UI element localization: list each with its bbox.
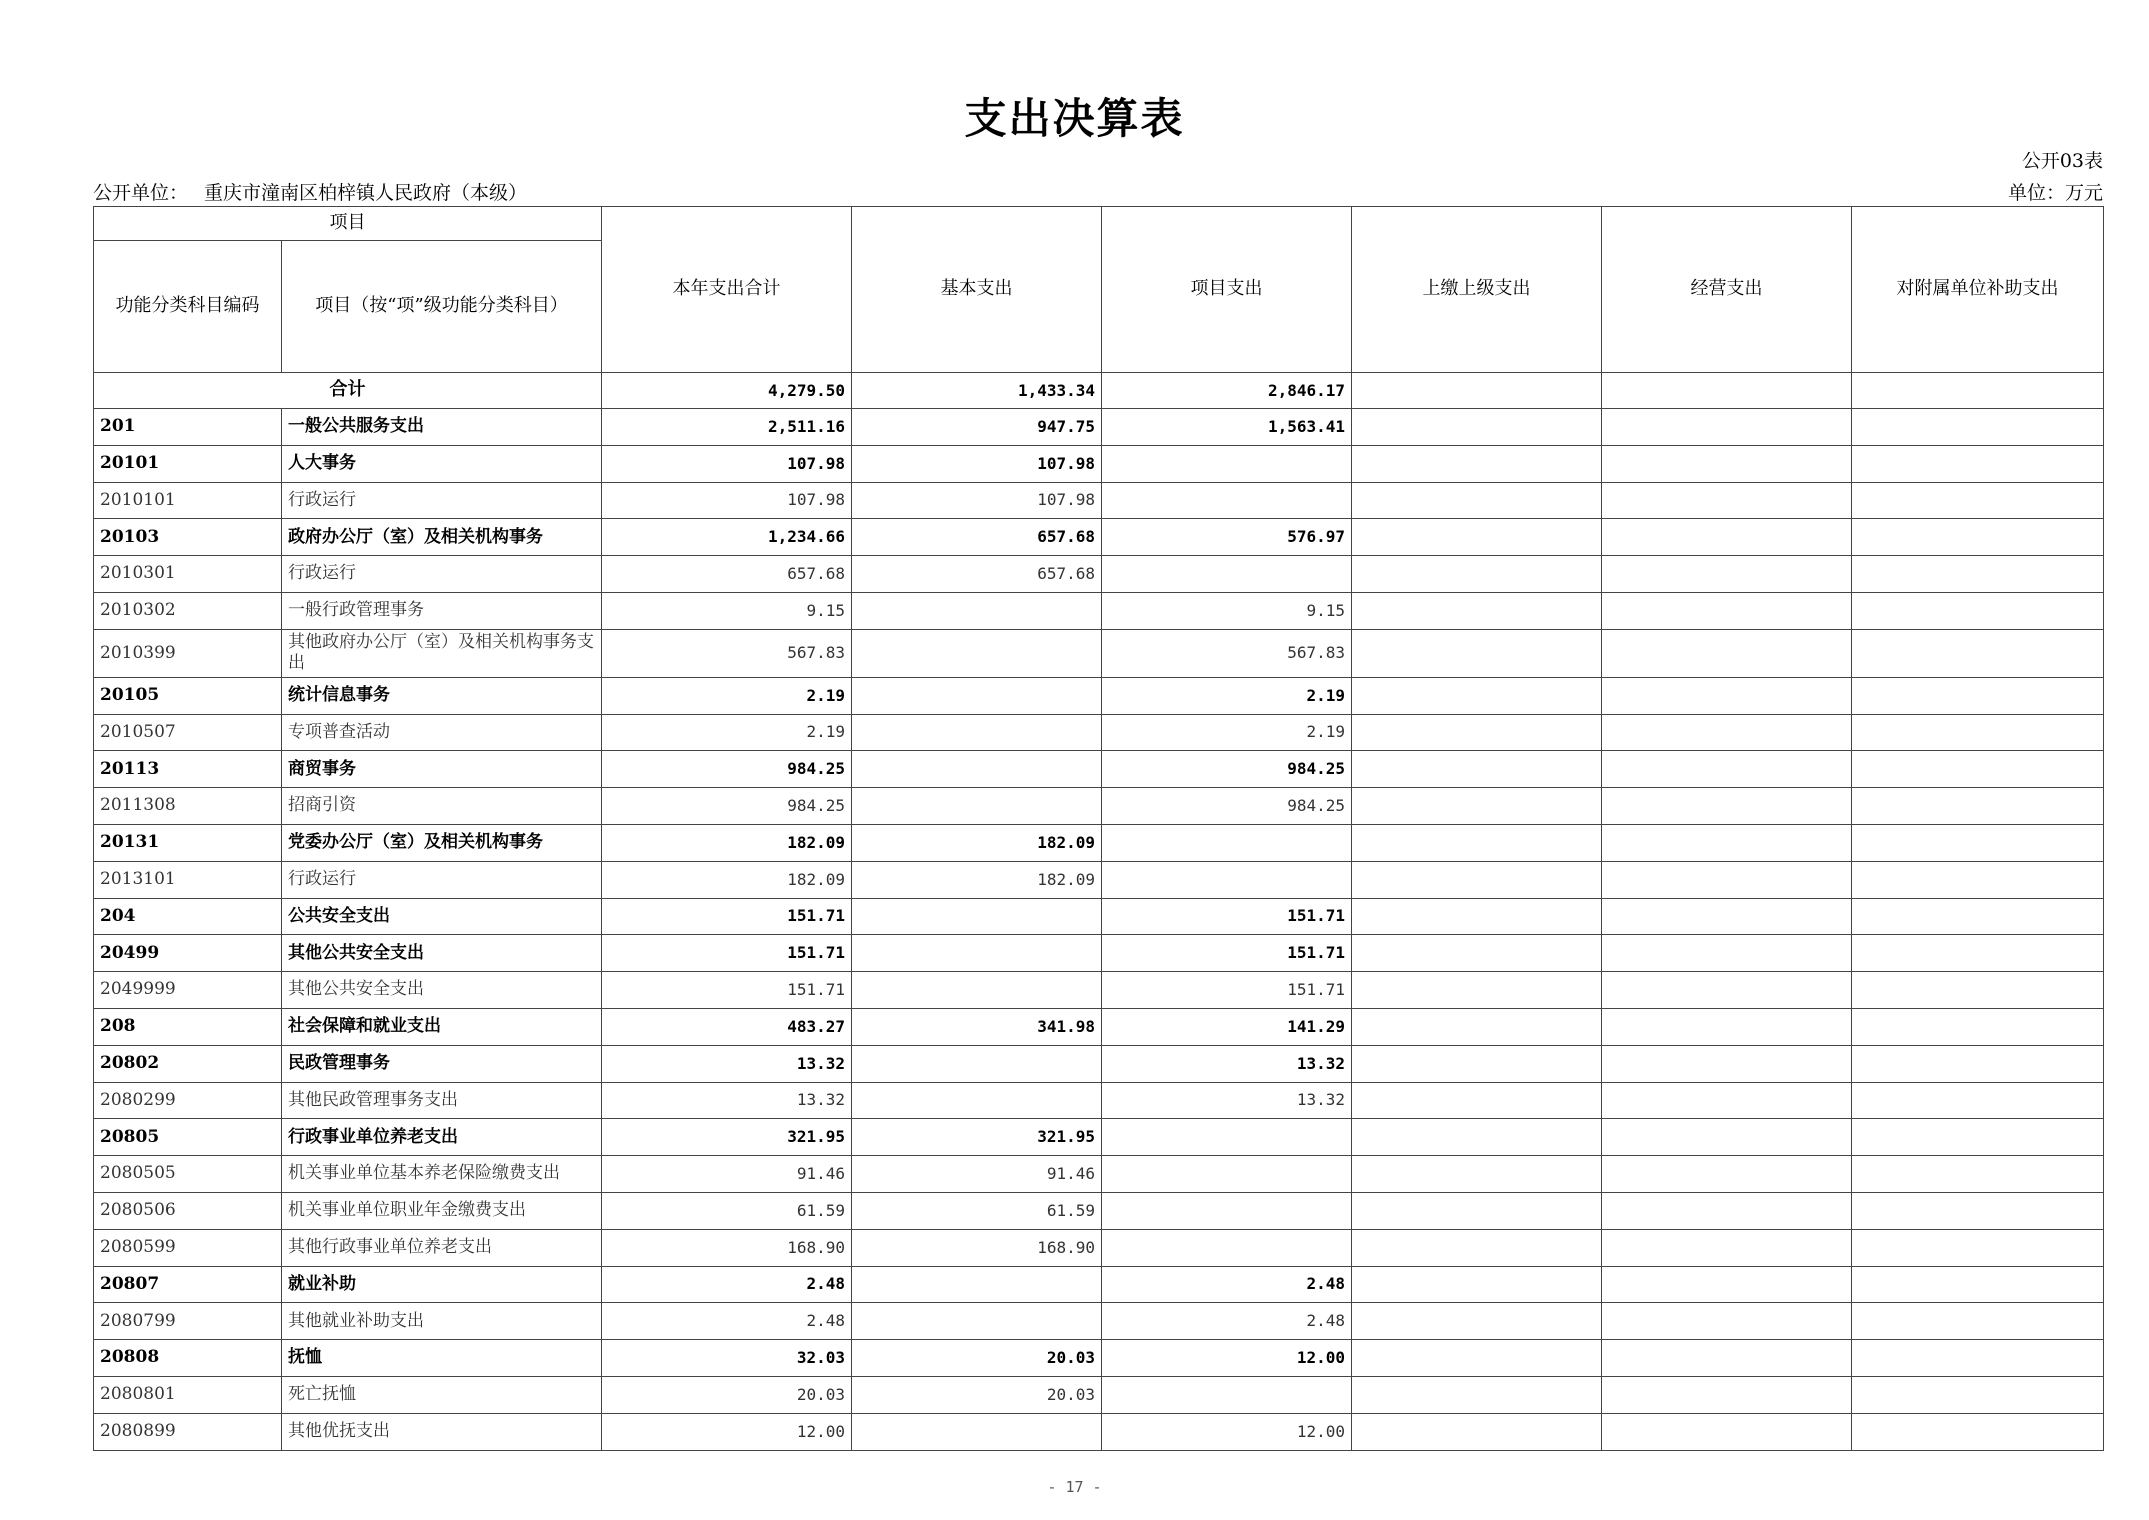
row-business xyxy=(1602,409,1852,446)
row-basic: 107.98 xyxy=(852,445,1102,482)
total-upper xyxy=(1352,373,1602,409)
header-item: 项目 xyxy=(94,207,602,241)
row-business xyxy=(1602,1229,1852,1266)
row-basic: 168.90 xyxy=(852,1229,1102,1266)
row-name: 专项普查活动 xyxy=(282,714,602,751)
table-row xyxy=(94,409,2104,446)
row-basic xyxy=(852,788,1102,825)
row-upper xyxy=(1352,629,1602,677)
row-name: 公共安全支出 xyxy=(282,898,602,935)
row-total: 182.09 xyxy=(602,861,852,898)
row-business xyxy=(1602,1156,1852,1193)
row-basic xyxy=(852,1045,1102,1082)
total-label: 合计 xyxy=(94,373,602,409)
row-basic xyxy=(852,1082,1102,1119)
row-basic: 20.03 xyxy=(852,1340,1102,1377)
row-subsidiary xyxy=(1852,1045,2104,1082)
table-header xyxy=(94,207,2104,373)
row-business xyxy=(1602,751,1852,788)
table-row xyxy=(94,714,2104,751)
row-business xyxy=(1602,788,1852,825)
row-total: 657.68 xyxy=(602,556,852,593)
row-upper xyxy=(1352,824,1602,861)
header-subsidiary: 对附属单位补助支出 xyxy=(1852,207,2104,373)
table-row xyxy=(94,556,2104,593)
row-subsidiary xyxy=(1852,482,2104,519)
header-business: 经营支出 xyxy=(1602,207,1852,373)
row-code: 2010301 xyxy=(94,556,282,593)
row-name: 机关事业单位基本养老保险缴费支出 xyxy=(282,1156,602,1193)
table-row xyxy=(94,677,2104,714)
publishing-unit-name: 重庆市潼南区柏梓镇人民政府（本级） xyxy=(204,182,528,204)
row-name: 社会保障和就业支出 xyxy=(282,1008,602,1045)
row-business xyxy=(1602,714,1852,751)
row-code: 2010302 xyxy=(94,592,282,629)
row-project xyxy=(1102,445,1352,482)
row-basic xyxy=(852,714,1102,751)
row-project: 576.97 xyxy=(1102,519,1352,556)
row-upper xyxy=(1352,556,1602,593)
row-code: 20808 xyxy=(94,1340,282,1377)
row-subsidiary xyxy=(1852,1008,2104,1045)
table-row xyxy=(94,1119,2104,1156)
row-business xyxy=(1602,1045,1852,1082)
row-upper xyxy=(1352,1008,1602,1045)
row-code: 2013101 xyxy=(94,861,282,898)
row-business xyxy=(1602,445,1852,482)
row-code: 2080505 xyxy=(94,1156,282,1193)
row-code: 2049999 xyxy=(94,972,282,1009)
row-code: 20807 xyxy=(94,1266,282,1303)
row-project: 567.83 xyxy=(1102,629,1352,677)
row-total: 2.48 xyxy=(602,1266,852,1303)
table-row xyxy=(94,751,2104,788)
row-project xyxy=(1102,556,1352,593)
table-row xyxy=(94,1229,2104,1266)
row-upper xyxy=(1352,1119,1602,1156)
row-upper xyxy=(1352,1340,1602,1377)
row-business xyxy=(1602,1266,1852,1303)
row-name: 招商引资 xyxy=(282,788,602,825)
publishing-unit-label: 公开单位： xyxy=(93,182,189,204)
table-row xyxy=(94,1376,2104,1413)
row-project: 9.15 xyxy=(1102,592,1352,629)
row-total: 984.25 xyxy=(602,788,852,825)
row-total: 182.09 xyxy=(602,824,852,861)
row-subsidiary xyxy=(1852,714,2104,751)
row-basic xyxy=(852,629,1102,677)
row-upper xyxy=(1352,788,1602,825)
row-name: 其他就业补助支出 xyxy=(282,1303,602,1340)
table-row xyxy=(94,592,2104,629)
row-name: 其他公共安全支出 xyxy=(282,972,602,1009)
row-total: 2.19 xyxy=(602,714,852,751)
row-project: 2.48 xyxy=(1102,1266,1352,1303)
row-subsidiary xyxy=(1852,1119,2104,1156)
table-row xyxy=(94,898,2104,935)
row-total: 107.98 xyxy=(602,482,852,519)
total-basic: 1,433.34 xyxy=(852,373,1102,409)
row-upper xyxy=(1352,861,1602,898)
row-business xyxy=(1602,482,1852,519)
publishing-unit xyxy=(93,178,527,205)
row-name: 其他公共安全支出 xyxy=(282,935,602,972)
row-project: 2.48 xyxy=(1102,1303,1352,1340)
row-name: 行政运行 xyxy=(282,861,602,898)
row-project xyxy=(1102,1192,1352,1229)
row-business xyxy=(1602,1192,1852,1229)
row-project xyxy=(1102,824,1352,861)
row-basic: 657.68 xyxy=(852,556,1102,593)
row-total: 168.90 xyxy=(602,1229,852,1266)
row-basic: 91.46 xyxy=(852,1156,1102,1193)
row-name: 机关事业单位职业年金缴费支出 xyxy=(282,1192,602,1229)
row-total: 321.95 xyxy=(602,1119,852,1156)
table-row xyxy=(94,1266,2104,1303)
row-code: 2011308 xyxy=(94,788,282,825)
row-basic: 182.09 xyxy=(852,861,1102,898)
row-business xyxy=(1602,1008,1852,1045)
table-row xyxy=(94,1413,2104,1450)
row-code: 2080899 xyxy=(94,1413,282,1450)
row-total: 984.25 xyxy=(602,751,852,788)
row-upper xyxy=(1352,935,1602,972)
row-subsidiary xyxy=(1852,1340,2104,1377)
row-project: 984.25 xyxy=(1102,788,1352,825)
table-row xyxy=(94,1192,2104,1229)
row-total: 1,234.66 xyxy=(602,519,852,556)
row-subsidiary xyxy=(1852,824,2104,861)
table-row xyxy=(94,788,2104,825)
row-total: 9.15 xyxy=(602,592,852,629)
row-name: 人大事务 xyxy=(282,445,602,482)
row-total: 13.32 xyxy=(602,1045,852,1082)
row-upper xyxy=(1352,1266,1602,1303)
row-code: 2080799 xyxy=(94,1303,282,1340)
row-upper xyxy=(1352,1229,1602,1266)
row-project xyxy=(1102,1376,1352,1413)
header-total: 本年支出合计 xyxy=(602,207,852,373)
row-code: 20131 xyxy=(94,824,282,861)
row-business xyxy=(1602,824,1852,861)
row-code: 2080801 xyxy=(94,1376,282,1413)
row-subsidiary xyxy=(1852,409,2104,446)
row-upper xyxy=(1352,1082,1602,1119)
total-business xyxy=(1602,373,1852,409)
row-code: 2010507 xyxy=(94,714,282,751)
row-upper xyxy=(1352,409,1602,446)
row-business xyxy=(1602,972,1852,1009)
row-business xyxy=(1602,592,1852,629)
table-row xyxy=(94,445,2104,482)
total-total: 4,279.50 xyxy=(602,373,852,409)
table-row xyxy=(94,519,2104,556)
row-code: 20101 xyxy=(94,445,282,482)
row-project: 13.32 xyxy=(1102,1082,1352,1119)
row-business xyxy=(1602,1082,1852,1119)
row-total: 151.71 xyxy=(602,972,852,1009)
row-basic: 321.95 xyxy=(852,1119,1102,1156)
row-code: 2010101 xyxy=(94,482,282,519)
row-upper xyxy=(1352,482,1602,519)
row-basic: 20.03 xyxy=(852,1376,1102,1413)
row-upper xyxy=(1352,445,1602,482)
row-code: 2080506 xyxy=(94,1192,282,1229)
row-subsidiary xyxy=(1852,861,2104,898)
row-name: 党委办公厅（室）及相关机构事务 xyxy=(282,824,602,861)
row-total: 151.71 xyxy=(602,935,852,972)
row-basic: 61.59 xyxy=(852,1192,1102,1229)
row-project xyxy=(1102,482,1352,519)
row-upper xyxy=(1352,677,1602,714)
row-total: 12.00 xyxy=(602,1413,852,1450)
row-total: 61.59 xyxy=(602,1192,852,1229)
page-number: - 17 - xyxy=(1047,1478,1102,1496)
row-subsidiary xyxy=(1852,445,2104,482)
row-code: 2010399 xyxy=(94,629,282,677)
row-basic: 341.98 xyxy=(852,1008,1102,1045)
row-code: 20499 xyxy=(94,935,282,972)
row-upper xyxy=(1352,714,1602,751)
row-project: 12.00 xyxy=(1102,1413,1352,1450)
row-project: 12.00 xyxy=(1102,1340,1352,1377)
row-upper xyxy=(1352,1413,1602,1450)
header-name: 项目（按“项”级功能分类科目） xyxy=(282,241,602,373)
header-project: 项目支出 xyxy=(1102,207,1352,373)
row-subsidiary xyxy=(1852,972,2104,1009)
row-project: 1,563.41 xyxy=(1102,409,1352,446)
table-row xyxy=(94,861,2104,898)
row-total: 13.32 xyxy=(602,1082,852,1119)
row-basic: 657.68 xyxy=(852,519,1102,556)
row-project: 151.71 xyxy=(1102,935,1352,972)
row-project xyxy=(1102,1229,1352,1266)
row-project: 151.71 xyxy=(1102,972,1352,1009)
row-business xyxy=(1602,519,1852,556)
row-upper xyxy=(1352,1303,1602,1340)
row-business xyxy=(1602,1376,1852,1413)
row-basic xyxy=(852,1303,1102,1340)
row-name: 其他行政事业单位养老支出 xyxy=(282,1229,602,1266)
row-business xyxy=(1602,861,1852,898)
row-name: 其他民政管理事务支出 xyxy=(282,1082,602,1119)
row-business xyxy=(1602,898,1852,935)
row-business xyxy=(1602,677,1852,714)
total-row xyxy=(94,373,2104,409)
table-row xyxy=(94,1082,2104,1119)
row-total: 567.83 xyxy=(602,629,852,677)
row-code: 2080599 xyxy=(94,1229,282,1266)
row-subsidiary xyxy=(1852,898,2104,935)
row-project: 151.71 xyxy=(1102,898,1352,935)
row-name: 就业补助 xyxy=(282,1266,602,1303)
row-upper xyxy=(1352,972,1602,1009)
row-upper xyxy=(1352,519,1602,556)
header-basic: 基本支出 xyxy=(852,207,1102,373)
row-subsidiary xyxy=(1852,788,2104,825)
row-subsidiary xyxy=(1852,1303,2104,1340)
row-project xyxy=(1102,861,1352,898)
table-row xyxy=(94,1303,2104,1340)
row-code: 208 xyxy=(94,1008,282,1045)
row-upper xyxy=(1352,1045,1602,1082)
row-upper xyxy=(1352,1156,1602,1193)
row-project xyxy=(1102,1156,1352,1193)
row-code: 2080299 xyxy=(94,1082,282,1119)
row-subsidiary xyxy=(1852,1413,2104,1450)
table-body xyxy=(94,373,2104,1451)
row-total: 20.03 xyxy=(602,1376,852,1413)
table-row xyxy=(94,1156,2104,1193)
row-total: 2.48 xyxy=(602,1303,852,1340)
table-row xyxy=(94,629,2104,677)
row-name: 行政事业单位养老支出 xyxy=(282,1119,602,1156)
row-name: 商贸事务 xyxy=(282,751,602,788)
row-name: 行政运行 xyxy=(282,556,602,593)
row-basic xyxy=(852,972,1102,1009)
row-subsidiary xyxy=(1852,629,2104,677)
row-subsidiary xyxy=(1852,1229,2104,1266)
row-basic: 947.75 xyxy=(852,409,1102,446)
table-row xyxy=(94,935,2104,972)
row-total: 483.27 xyxy=(602,1008,852,1045)
row-subsidiary xyxy=(1852,935,2104,972)
row-business xyxy=(1602,1303,1852,1340)
row-basic: 182.09 xyxy=(852,824,1102,861)
row-business xyxy=(1602,556,1852,593)
row-name: 一般行政管理事务 xyxy=(282,592,602,629)
table-row xyxy=(94,1008,2104,1045)
row-name: 行政运行 xyxy=(282,482,602,519)
row-basic xyxy=(852,898,1102,935)
table-row xyxy=(94,1340,2104,1377)
row-subsidiary xyxy=(1852,751,2104,788)
table-row xyxy=(94,824,2104,861)
row-basic xyxy=(852,935,1102,972)
row-upper xyxy=(1352,1192,1602,1229)
row-subsidiary xyxy=(1852,677,2104,714)
row-project: 141.29 xyxy=(1102,1008,1352,1045)
row-subsidiary xyxy=(1852,519,2104,556)
row-upper xyxy=(1352,751,1602,788)
row-project: 13.32 xyxy=(1102,1045,1352,1082)
row-subsidiary xyxy=(1852,1192,2104,1229)
row-project xyxy=(1102,1119,1352,1156)
row-name: 抚恤 xyxy=(282,1340,602,1377)
table-row xyxy=(94,972,2104,1009)
row-basic: 107.98 xyxy=(852,482,1102,519)
row-basic xyxy=(852,677,1102,714)
row-business xyxy=(1602,1340,1852,1377)
row-code: 20802 xyxy=(94,1045,282,1082)
currency-unit: 单位：万元 xyxy=(2007,182,2103,204)
row-upper xyxy=(1352,898,1602,935)
row-code: 201 xyxy=(94,409,282,446)
row-subsidiary xyxy=(1852,556,2104,593)
row-total: 2,511.16 xyxy=(602,409,852,446)
row-upper xyxy=(1352,1376,1602,1413)
row-business xyxy=(1602,935,1852,972)
row-business xyxy=(1602,629,1852,677)
row-code: 20805 xyxy=(94,1119,282,1156)
row-code: 20103 xyxy=(94,519,282,556)
row-total: 91.46 xyxy=(602,1156,852,1193)
row-name: 一般公共服务支出 xyxy=(282,409,602,446)
row-subsidiary xyxy=(1852,1376,2104,1413)
row-total: 107.98 xyxy=(602,445,852,482)
total-subsidiary xyxy=(1852,373,2104,409)
row-business xyxy=(1602,1413,1852,1450)
row-project: 984.25 xyxy=(1102,751,1352,788)
row-total: 32.03 xyxy=(602,1340,852,1377)
row-basic xyxy=(852,1413,1102,1450)
row-basic xyxy=(852,751,1102,788)
row-upper xyxy=(1352,592,1602,629)
form-number: 公开03表 xyxy=(2021,150,2103,172)
table-row xyxy=(94,1045,2104,1082)
table-row xyxy=(94,482,2104,519)
row-code: 20105 xyxy=(94,677,282,714)
row-total: 2.19 xyxy=(602,677,852,714)
row-name: 统计信息事务 xyxy=(282,677,602,714)
row-subsidiary xyxy=(1852,592,2104,629)
row-business xyxy=(1602,1119,1852,1156)
row-subsidiary xyxy=(1852,1266,2104,1303)
page-title: 支出决算表 xyxy=(964,94,1185,143)
row-name: 死亡抚恤 xyxy=(282,1376,602,1413)
row-basic xyxy=(852,1266,1102,1303)
row-name: 政府办公厅（室）及相关机构事务 xyxy=(282,519,602,556)
row-name: 其他政府办公厅（室）及相关机构事务支出 xyxy=(282,629,602,677)
row-subsidiary xyxy=(1852,1082,2104,1119)
row-project: 2.19 xyxy=(1102,714,1352,751)
row-code: 20113 xyxy=(94,751,282,788)
expenditure-table xyxy=(93,206,2104,1451)
row-basic xyxy=(852,592,1102,629)
header-code: 功能分类科目编码 xyxy=(94,241,282,373)
total-project: 2,846.17 xyxy=(1102,373,1352,409)
row-subsidiary xyxy=(1852,1156,2104,1193)
row-name: 其他优抚支出 xyxy=(282,1413,602,1450)
row-total: 151.71 xyxy=(602,898,852,935)
row-code: 204 xyxy=(94,898,282,935)
row-project: 2.19 xyxy=(1102,677,1352,714)
row-name: 民政管理事务 xyxy=(282,1045,602,1082)
header-upper: 上缴上级支出 xyxy=(1352,207,1602,373)
